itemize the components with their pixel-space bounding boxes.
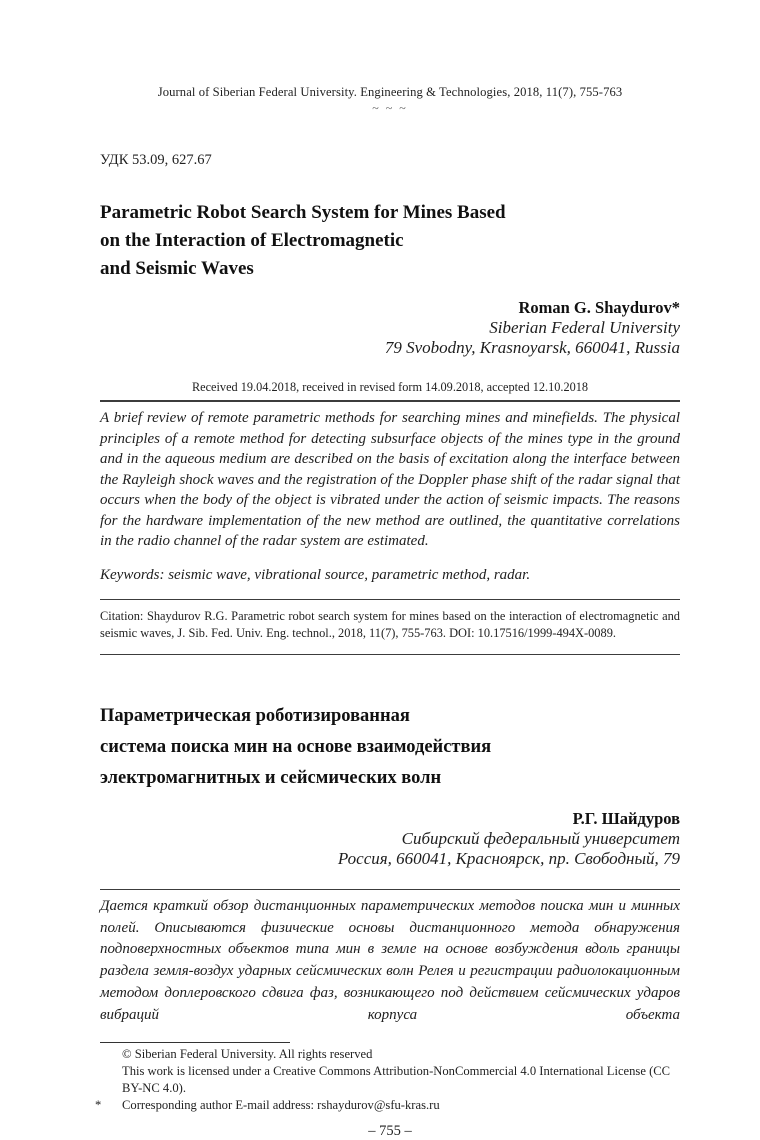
author-name-ru: Р.Г. Шайдуров [572,808,680,828]
copyright-line: © Siberian Federal University. All rights reserved [122,1046,373,1061]
divider-below-citation [100,654,680,655]
footnote-divider [100,1042,290,1043]
title-en-line-1: Parametric Robot Search System for Mines Based [100,202,506,223]
divider-above-citation [100,599,680,600]
udc-code: УДК 53.09, 627.67 [100,152,212,168]
article-title-ru [100,701,680,794]
title-ru-line-3: электромагнитных и сейсмических волн [100,767,442,788]
divider-above-abstract-ru [100,889,680,890]
footnote-asterisk: * [95,1097,102,1112]
author-address-ru: Россия, 660041, Красноярск, пр. Свободный, 79 [337,848,680,868]
author-block-ru [100,809,680,869]
received-dates-line: Received 19.04.2018, received in revised form 14.09.2018, accepted 12.10.2018 [191,380,589,394]
author-affiliation-en: Siberian Federal University [489,318,680,337]
citation-text: Citation: Shaydurov R.G. Parametric robot search system for mines based on the interaction of electromagnetic and seismic waves, J. Sib. Fed. Univ. Eng. technol., 2018, 11(7), 755-763. DOI: 10.17516/1999-494X-0089. [100,608,680,640]
title-ru-line-2: система поиска мин на основе взаимодействия [100,736,492,757]
license-line: This work is licensed under a Creative Commons Attribution-NonCommercial 4.0 International License (CC BY-NC 4.0). [122,1063,671,1095]
author-address-en: 79 Svobodny, Krasnoyarsk, 660041, Russia [384,338,680,357]
divider-above-abstract [100,400,680,402]
tilde-separator: ~ ~ ~ [372,101,408,115]
corresponding-author-line [95,1097,680,1114]
title-ru-line-1: Параметрическая роботизированная [100,705,410,726]
journal-header-line: Journal of Siberian Federal University. Engineering & Technologies, 2018, 11(7), 755-763 [157,85,623,99]
abstract-en: A brief review of remote parametric methods for searching mines and minefields. The physical principles of a remote method for detecting subsurface objects of the mines type in the ground and in the aqueous medium are described on the basis of excitation along the interface between the Rayleigh shock waves and the registration of the Doppler phase shift of the radar signal that occurs when the body of the object is vibrated under the action of seismic impacts. The reasons for the hardware implementation of the new method are outlined, the quantitative correlations in the radio channel of the radar system are estimated. [100,410,680,549]
author-affiliation-ru: Сибирский федеральный университет [401,828,680,848]
article-title-en [100,199,680,283]
author-block-en [100,298,680,358]
title-en-line-3: and Seismic Waves [100,258,254,279]
title-en-line-2: on the Interaction of Electromagnetic [100,230,404,251]
abstract-ru: Дается краткий обзор дистанционных параметрических методов поиска мин и минных полей. Описываются физические основы дистанционного метода обнаружения подповерхностных объектов типа мин в земле на основе возбуждения вдоль границы раздела земля-воздух ударных сейсмических волн Релея и регистрации радиолокационным методом доплеровского сдвига фаз, возникающего под действием сейсмических ударов вибраций корпуса объекта [100,897,680,1023]
corresponding-author-text: Corresponding author E-mail address: rshaydurov@sfu-kras.ru [122,1097,440,1112]
keywords-en: Keywords: seismic wave, vibrational source, parametric method, radar. [100,566,531,583]
page-number: – 755 – [368,1122,412,1139]
author-name-en: Roman G. Shaydurov* [518,298,680,317]
